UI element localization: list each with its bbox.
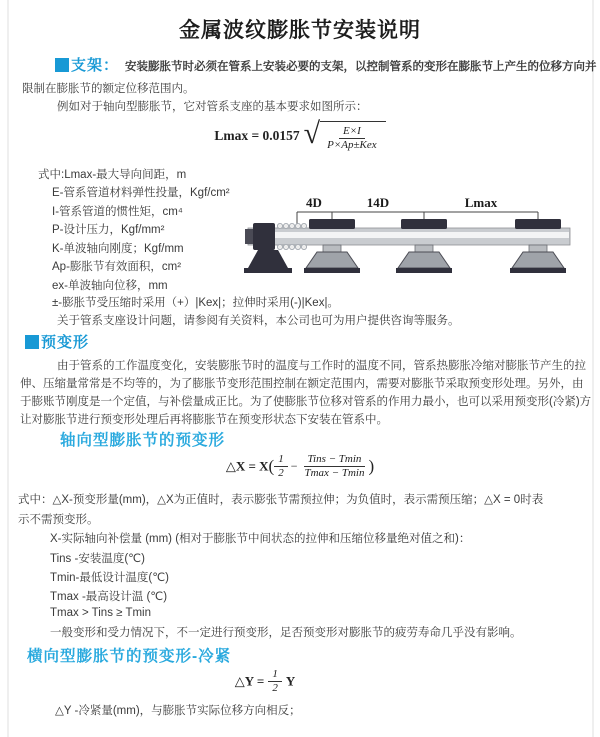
- section-heading-predeform: [25, 331, 89, 352]
- minus-operator: −: [290, 459, 298, 474]
- formula-axial-predeform: [0, 453, 600, 480]
- dimension-label-14d: 14D: [366, 195, 390, 210]
- definition-line: 式中:Lmax-最大导向间距，m: [38, 169, 187, 181]
- blue-square-bullet-icon: [25, 335, 39, 349]
- definition-line: I-管系管道的惯性矩，cm⁴: [52, 205, 183, 218]
- definition-line: Tmax > Tins ≥ Tmin: [50, 607, 151, 619]
- text-line: 例如对于轴向型膨胀节，它对管系支座的基本要求如图所示：: [57, 101, 368, 113]
- close-paren: ): [368, 456, 375, 476]
- section-heading-label: 支架：: [71, 57, 120, 74]
- blue-square-bullet-icon: [55, 58, 69, 72]
- text-line: 伸、压缩量常常是不均等的，为了膨胀节变形范围控制在额定范围内，需要对膨胀节采取预变形处理。另外，由: [20, 378, 584, 390]
- definition-line: E-管系管道材料弹性投量，Kgf/cm²: [52, 187, 230, 199]
- dimension-label-lmax: Lmax: [464, 195, 498, 210]
- pipe-stub: [245, 229, 254, 244]
- text-line: △Y -冷紧量(mm)，与膨胀节实际位移方向相反；: [55, 705, 301, 717]
- definition-line: ex-单波轴向位移，mm: [52, 279, 168, 292]
- section-heading-label: 预变形: [41, 334, 90, 351]
- formula-denominator: P×Ap±Kex: [327, 139, 377, 152]
- page-edge-right: [592, 0, 594, 737]
- formula-lateral-predeform: [0, 668, 530, 695]
- definition-line: P-设计压力，Kgf/mm²: [52, 224, 165, 236]
- sqrt-radical-sign: √: [303, 117, 321, 150]
- definition-line: Tmin-最低设计温度(℃): [50, 572, 169, 584]
- formula-rhs: Y: [285, 673, 296, 689]
- formula-numerator: E×I: [339, 125, 365, 139]
- pipe-guide-support: [396, 219, 452, 273]
- pipe-guide-support: [510, 219, 566, 273]
- anchor-block: [253, 223, 275, 250]
- text-line: 限制在膨胀节的额定位移范围内。: [22, 83, 195, 95]
- text-line: 由于管系的工作温度变化，安装膨胀节时的温度与工作时的温度不同，管系热膨胀冷缩对膨胀节产生的拉: [57, 360, 586, 372]
- definition-line: Ap-膨胀节有效面积，cm²: [52, 261, 182, 273]
- text-line: 关于管系支座设计问题，请参阅有关资料，本公司也可为用户提供咨询等服务。: [57, 315, 460, 327]
- anchor-base: [244, 268, 292, 273]
- definition-line: ±-膨胀节受压缩时采用（+）|Kex|；拉伸时采用(-)|Kex|。: [52, 297, 339, 309]
- formula-numerator: 1: [274, 453, 288, 467]
- pipe-guide-support: [304, 219, 360, 273]
- text-line: 于膨账节刚度是一个定值，与补偿量成正比。为了使膨胀节位移对管系的作用力最小，也可以采用预变形(冷紧)方: [20, 396, 592, 408]
- formula-denominator: 2: [272, 682, 278, 695]
- pipe-highlight: [249, 232, 569, 238]
- pipe-support-diagram: [240, 192, 600, 292]
- definition-line: Tins -安装温度(℃): [50, 553, 145, 565]
- page-edge-left: [7, 0, 9, 737]
- open-paren: (: [268, 456, 275, 476]
- formula-lmax: [0, 117, 600, 152]
- formula-lhs: △X = X: [225, 458, 269, 474]
- page-title: 金属波纹膨胀节安装说明: [179, 19, 421, 42]
- subsection-heading-lateral: 横向型膨胀节的预变形-冷紧: [27, 648, 232, 665]
- formula-lhs: Lmax = 0.0157: [214, 127, 300, 143]
- formula-denominator: Tmax − Tmin: [304, 467, 365, 480]
- formula-denominator: 2: [278, 467, 284, 480]
- anchor-foot: [248, 250, 288, 268]
- text-line: 式中：△X-预变形量(mm)，△X为正值时，表示膨张节需预拉伸；为负值时，表示需预压缩；△X = 0时表: [18, 494, 544, 506]
- subsection-heading-axial: 轴向型膨胀节的预变形: [60, 432, 226, 449]
- definition-line: X-实际轴向补偿量 (mm) (相对于膨胀节中间状态的拉伸和压缩位移量绝对值之和)：: [50, 533, 471, 545]
- formula-lhs: △Y =: [234, 673, 265, 689]
- text-line: 让对膨胀节进行预变形处理后再将膨胀节在预变形状态下安装在管系中。: [20, 414, 388, 426]
- formula-numerator: Tins − Tmin: [304, 453, 366, 467]
- text-line: 安装膨胀节时必须在管系上安装必要的支架，以控制管系的变形在膨胀节上产生的位移方向并: [125, 61, 597, 73]
- text-line: 一般变形和受力情况下，不一定进行预变形，足否预变形对膨胀节的疲劳寿命几乎没有影响。: [50, 627, 522, 639]
- text-line: 示不需预变形。: [18, 514, 99, 526]
- formula-numerator: 1: [268, 668, 282, 682]
- dimension-label-4d: 4D: [306, 195, 322, 210]
- definition-line: K-单波轴向刚度；Kgf/mm: [52, 242, 184, 255]
- section-heading-support: [55, 54, 597, 75]
- definition-line: Tmax -最高设计温 (℃): [50, 591, 168, 603]
